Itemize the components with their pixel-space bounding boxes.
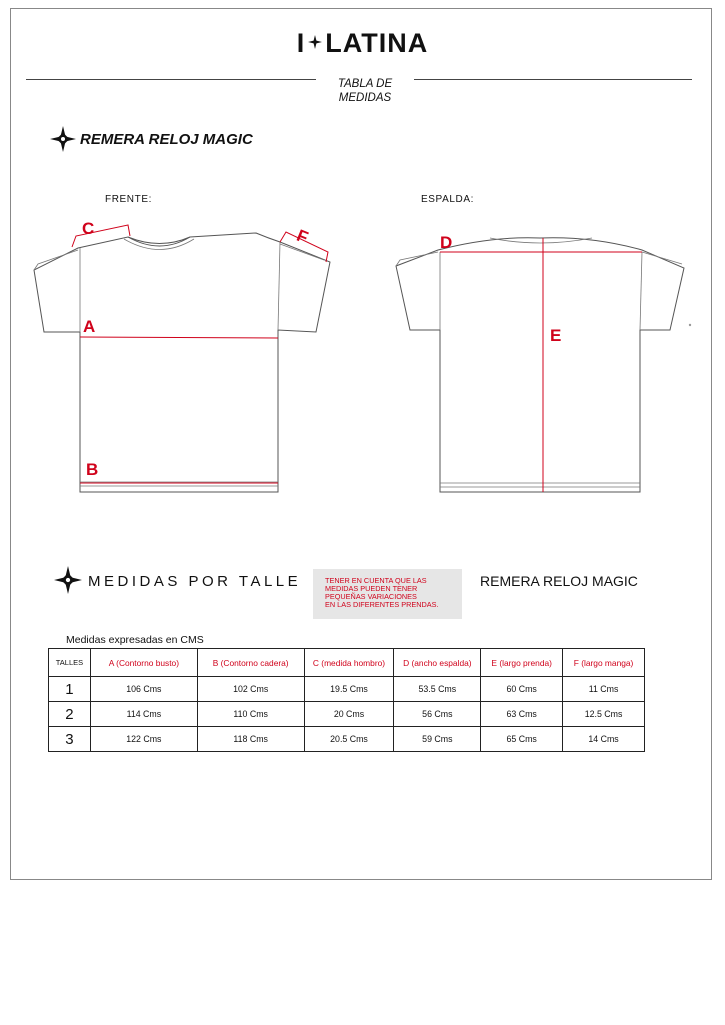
table-cell: 60 Cms [481,677,563,702]
brand-logo [0,28,725,59]
variation-notice [313,569,462,619]
measure-label-b: B [86,460,99,479]
subtitle-line-1: TABLA DE [337,78,393,90]
page-subtitle [300,77,430,105]
four-point-star-icon [308,35,322,49]
size-table [48,648,645,752]
section-title: MEDIDAS POR TALLE [88,573,302,590]
table-cell: 122 Cms [90,727,197,752]
table-cell: 118 Cms [197,727,304,752]
table-cell: 106 Cms [90,677,197,702]
notice-line-3: PEQUEÑAS VARIACIONES [325,592,417,601]
notice-line-4: EN LAS DIFERENTES PRENDAS. [325,600,439,609]
table-cell: 102 Cms [197,677,304,702]
table-row [49,702,645,727]
table-cell: 110 Cms [197,702,304,727]
measure-label-c: C [82,219,95,238]
notice-line-2: MEDIDAS PUEDEN TENER [325,584,418,593]
table-cell: 59 Cms [394,727,481,752]
size-cell: 2 [49,702,91,727]
table-cell: 11 Cms [563,677,645,702]
header-rule-left [26,79,316,80]
column-header: A (Contorno busto) [90,649,197,677]
measure-label-e: E [550,326,562,345]
section-product-name: REMERA RELOJ MAGIC [480,573,638,589]
table-cell: 20 Cms [304,702,394,727]
ornate-star-icon [54,566,82,594]
table-cell: 65 Cms [481,727,563,752]
size-cell: 3 [49,727,91,752]
units-note: Medidas expresadas en CMS [66,634,204,646]
table-row [49,727,645,752]
back-tshirt-diagram [392,228,692,500]
size-cell: 1 [49,677,91,702]
column-header: B (Contorno cadera) [197,649,304,677]
measure-label-d: D [440,233,453,252]
column-header: F (largo manga) [563,649,645,677]
table-cell: 56 Cms [394,702,481,727]
product-title: REMERA RELOJ MAGIC [80,131,253,148]
table-cell: 114 Cms [90,702,197,727]
table-row [49,677,645,702]
notice-line-1: TENER EN CUENTA QUE LAS [325,576,427,585]
column-header: TALLES [49,649,91,677]
subtitle-line-2: MEDIDAS [338,92,392,104]
table-cell: 14 Cms [563,727,645,752]
measure-label-f: F [294,225,311,248]
header-rule-right [414,79,692,80]
brand-name: LATINA [325,28,429,58]
brand-letter: I [296,28,306,58]
table-cell: 12.5 Cms [563,702,645,727]
column-header: C (medida hombro) [304,649,394,677]
ornate-star-icon [50,126,76,152]
front-view-label: FRENTE: [105,194,152,205]
front-tshirt-diagram [30,220,340,500]
column-header: D (ancho espalda) [394,649,481,677]
table-cell: 63 Cms [481,702,563,727]
table-cell: 20.5 Cms [304,727,394,752]
table-cell: 53.5 Cms [394,677,481,702]
measure-label-a: A [83,317,96,336]
table-header-row [49,649,645,677]
column-header: E (largo prenda) [481,649,563,677]
back-view-label: ESPALDA: [421,194,474,205]
table-cell: 19.5 Cms [304,677,394,702]
